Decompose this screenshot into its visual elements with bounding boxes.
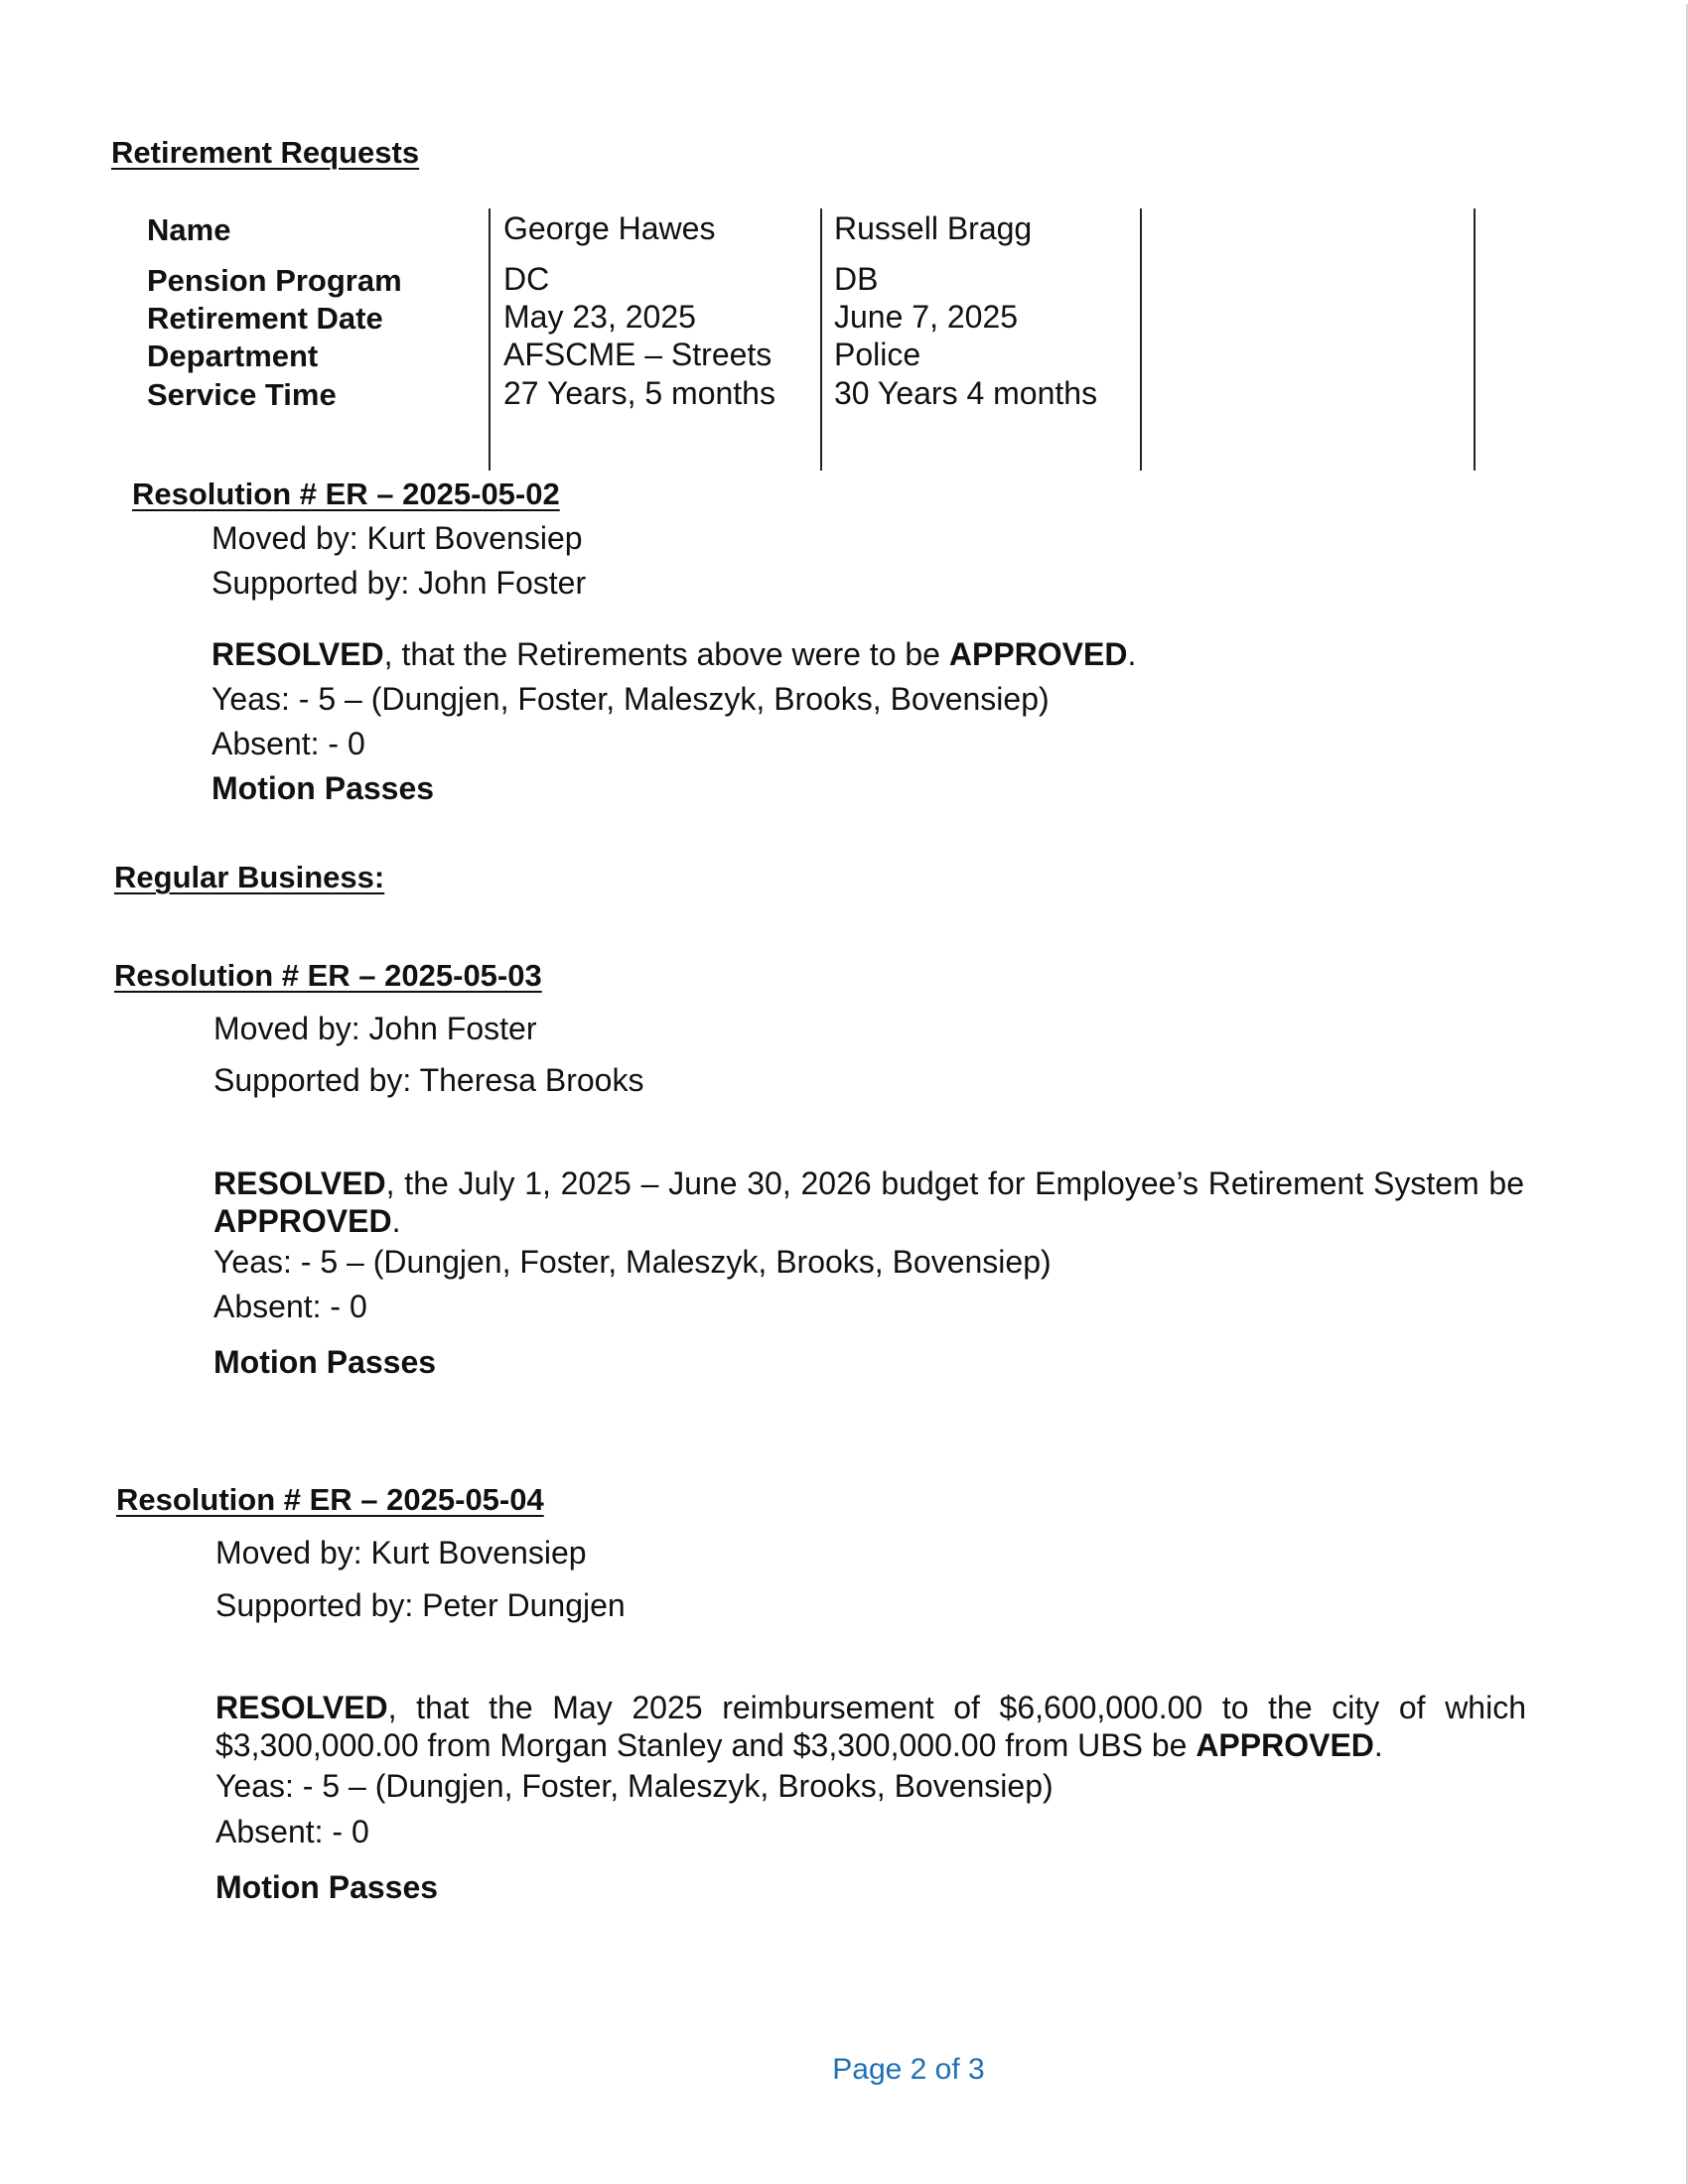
resolution-02-yeas: Yeas: - 5 – (Dungjen, Foster, Maleszyk, Brooks, Bovensiep) — [211, 681, 1050, 717]
resolution-04-heading: Resolution # ER – 2025-05-04 — [116, 1482, 544, 1517]
resolved-end: . — [1373, 1727, 1383, 1763]
resolution-02-resolved — [211, 636, 1136, 673]
resolved-text: , the July 1, 2025 – June 30, 2026 budget for Employee’s Retirement System be — [385, 1165, 1524, 1201]
table-divider — [489, 208, 491, 471]
retiree-1-date: May 23, 2025 — [503, 299, 696, 335]
resolved-keyword: RESOLVED — [211, 636, 384, 672]
resolution-02-supported-by: Supported by: John Foster — [211, 565, 587, 601]
retiree-2-service: 30 Years 4 months — [834, 375, 1098, 411]
approved-keyword: APPROVED — [1196, 1727, 1374, 1763]
approved-keyword: APPROVED — [948, 636, 1128, 672]
resolution-03-supported-by: Supported by: Theresa Brooks — [213, 1062, 644, 1098]
resolved-text: , that the May 2025 reimbursement of $6,600,000.00 to the city of which $3,300,000.00 from Morgan Stanley and $3,300,000.00 from UBS be — [215, 1690, 1526, 1763]
label-department: Department — [147, 339, 319, 373]
table-divider — [1474, 208, 1476, 471]
section-heading-regular-business: Regular Business: — [114, 860, 385, 894]
resolution-03-heading: Resolution # ER – 2025-05-03 — [114, 958, 542, 993]
resolved-text: , that the Retirements above were to be — [383, 636, 949, 672]
resolution-03-yeas: Yeas: - 5 – (Dungjen, Foster, Maleszyk, Brooks, Bovensiep) — [213, 1244, 1052, 1280]
retiree-1-service: 27 Years, 5 months — [503, 375, 775, 411]
resolution-04-resolved — [215, 1689, 1526, 1764]
retiree-2-date: June 7, 2025 — [834, 299, 1019, 335]
section-heading-retirement: Retirement Requests — [111, 135, 420, 170]
label-retirement-date: Retirement Date — [147, 301, 383, 336]
resolution-03-resolved — [213, 1164, 1524, 1240]
resolution-02-absent: Absent: - 0 — [211, 726, 365, 761]
resolved-keyword: RESOLVED — [213, 1165, 386, 1201]
resolved-end: . — [1127, 636, 1137, 672]
retiree-2-department: Police — [834, 337, 921, 372]
resolution-02-moved-by: Moved by: Kurt Bovensiep — [211, 520, 583, 556]
retiree-2-name: Russell Bragg — [834, 210, 1033, 246]
resolution-04-supported-by: Supported by: Peter Dungjen — [215, 1587, 626, 1623]
page-number: Page 2 of 3 — [832, 2053, 985, 2086]
retiree-1-program: DC — [503, 261, 550, 297]
label-name: Name — [147, 212, 231, 247]
table-divider — [820, 208, 822, 471]
resolution-02-heading: Resolution # ER – 2025-05-02 — [132, 477, 560, 511]
resolution-04-moved-by: Moved by: Kurt Bovensiep — [215, 1535, 587, 1570]
resolution-03-outcome: Motion Passes — [213, 1344, 437, 1380]
resolution-03-absent: Absent: - 0 — [213, 1289, 367, 1324]
resolution-04-absent: Absent: - 0 — [215, 1814, 369, 1849]
resolution-04-yeas: Yeas: - 5 – (Dungjen, Foster, Maleszyk, Brooks, Bovensiep) — [215, 1768, 1054, 1804]
resolution-03-moved-by: Moved by: John Foster — [213, 1011, 537, 1046]
retiree-2-program: DB — [834, 261, 879, 297]
retiree-1-name: George Hawes — [503, 210, 716, 246]
resolution-02-outcome: Motion Passes — [211, 770, 435, 806]
label-pension-program: Pension Program — [147, 263, 402, 298]
retiree-1-department: AFSCME – Streets — [503, 337, 773, 372]
approved-keyword: APPROVED — [213, 1203, 392, 1239]
label-service-time: Service Time — [147, 377, 337, 412]
resolution-04-outcome: Motion Passes — [215, 1869, 439, 1905]
resolved-keyword: RESOLVED — [215, 1690, 388, 1725]
resolved-end: . — [391, 1203, 401, 1239]
table-divider — [1140, 208, 1142, 471]
